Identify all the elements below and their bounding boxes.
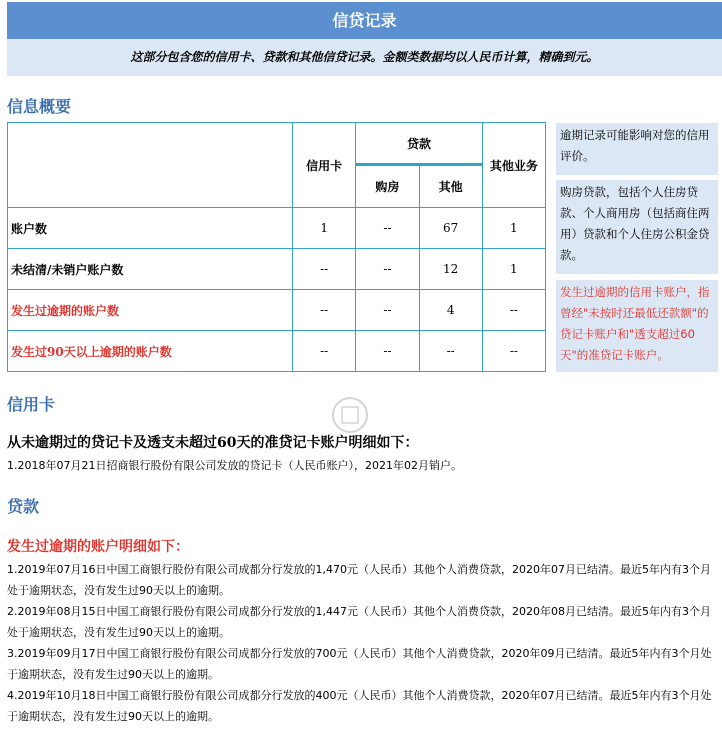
cell-other-business: 1 [482,249,545,290]
cell-housing: -- [356,331,419,372]
cell-credit-card: -- [293,331,356,372]
row-label: 发生过逾期的账户数 [8,290,293,331]
cell-other: 12 [419,249,482,290]
row-label: 账户数 [8,208,293,249]
table-row [8,208,546,249]
cell-credit-card: -- [293,290,356,331]
overview-title: 信息概要 [7,97,72,116]
credit-card-title: 信用卡 [7,395,56,414]
list-item: 1.2019年07月16日中国工商银行股份有限公司成都分行发放的1,470元（人民币）其他个人消费贷款，2020年07月已结清。最近5年内有3个月处于逾期状态，没有发生过90天以上的逾期。 [7,563,711,597]
table-row [8,249,546,290]
note-housing-loan: 购房贷款，包括个人住房贷款、个人商用房（包括商住两用）贷款和个人住房公积金贷款。 [556,180,718,274]
cell-other-business: 1 [482,208,545,249]
note-overdue-card: 发生过逾期的信用卡账户，指曾经"未按时还最低还款额"的贷记卡账户和"透支超过60天"的准贷记卡账户。 [556,280,718,372]
col-header-other: 其他 [419,165,482,208]
col-header-loan: 贷款 [356,123,482,165]
overview-table [7,122,546,372]
row-label: 未结清/未销户账户数 [8,249,293,290]
list-item: 2.2019年08月15日中国工商银行股份有限公司成都分行发放的1,447元（人民币）其他个人消费贷款，2020年08月已结清。最近5年内有3个月处于逾期状态，没有发生过90天以上的逾期。 [7,605,711,639]
list-item: 3.2019年09月17日中国工商银行股份有限公司成都分行发放的700元（人民币）其他个人消费贷款，2020年09月已结清。最近5年内有3个月处于逾期状态，没有发生过90天以上的逾期。 [7,647,712,681]
cell-housing: -- [356,290,419,331]
col-header-other-business: 其他业务 [482,123,545,208]
page-title: 信贷记录 [7,2,722,39]
col-header-credit-card: 信用卡 [293,123,356,208]
cell-other-business: -- [482,290,545,331]
cell-credit-card: 1 [293,208,356,249]
cell-housing: -- [356,208,419,249]
col-header-housing: 购房 [356,165,419,208]
credit-card-subtitle: 从未逾期过的贷记卡及透支未超过60天的准贷记卡账户明细如下： [7,435,419,451]
cell-housing: -- [356,249,419,290]
list-item: 4.2019年10月18日中国工商银行股份有限公司成都分行发放的400元（人民币）其他个人消费贷款，2020年07月已结清。最近5年内有3个月处于逾期状态，没有发生过90天以上的逾期。 [7,689,712,723]
table-row [8,331,546,372]
cell-other: -- [419,331,482,372]
cell-other: 4 [419,290,482,331]
table-row [8,290,546,331]
note-overdue: 逾期记录可能影响对您的信用评价。 [556,123,718,175]
loans-title: 贷款 [7,497,40,516]
loans-subtitle: 发生过逾期的账户明细如下： [7,539,189,555]
cell-credit-card: -- [293,249,356,290]
row-label: 发生过90天以上逾期的账户数 [8,331,293,372]
list-item: 1.2018年07月21日招商银行股份有限公司发放的贷记卡（人民币账户），2021年02月销户。 [7,459,462,472]
page-subtitle: 这部分包含您的信用卡、贷款和其他信贷记录。金额类数据均以人民币计算，精确到元。 [7,39,722,76]
cell-other: 67 [419,208,482,249]
cell-other-business: -- [482,331,545,372]
table-corner-cell [8,123,293,208]
seal-icon [330,395,370,435]
